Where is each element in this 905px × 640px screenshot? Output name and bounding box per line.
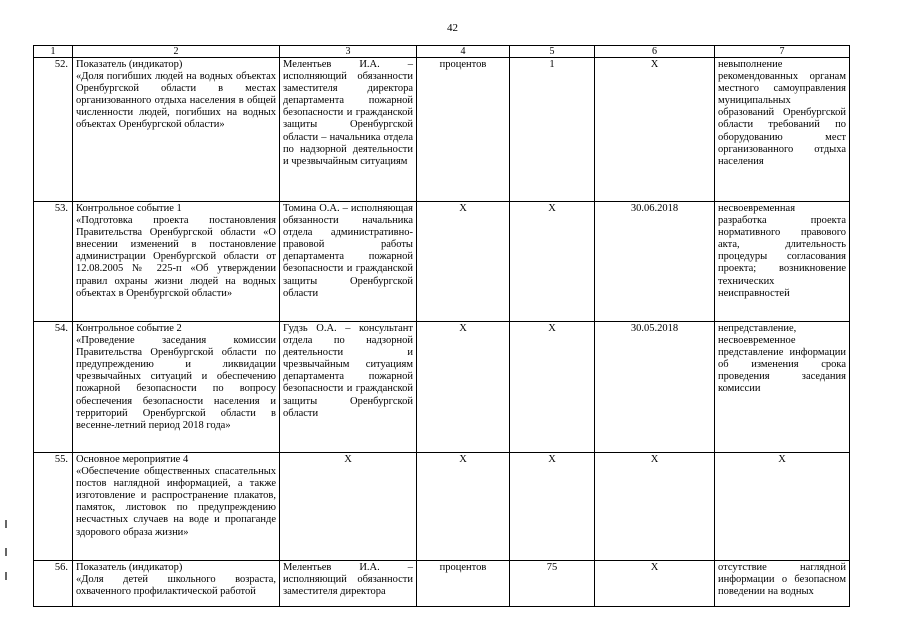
table-row — [34, 58, 850, 202]
header-cell: 1 — [34, 46, 73, 58]
indicators-table — [33, 45, 850, 607]
row-number: 53. — [34, 202, 73, 322]
indicator-cell: Контрольное событие 2 «Проведение заседания комиссии Правительства Оренбургской области по предупреждению и ликвидации чрезвычайных ситуаций и обеспечению пожарной безопасности по вопросу обеспечения безопасности населения и территорий Оренбургской области в весенне-летний период 2018 года» — [73, 322, 280, 453]
date-cell: X — [595, 561, 715, 607]
table-row — [34, 561, 850, 607]
responsible-cell: Мелентьев И.А. – исполняющий обязанности заместителя директора департамента пожарной безопасности и гражданской защиты Оренбургской области – начальника отдела по надзорной деятельности и чрезвычайным ситуациям — [280, 58, 417, 202]
header-cell: 7 — [715, 46, 850, 58]
row-number: 54. — [34, 322, 73, 453]
header-cell: 2 — [73, 46, 280, 58]
risk-cell: непредставление, несвоевременное представление информации об изменения срока проведения заседания комиссии — [715, 322, 850, 453]
table-row — [34, 202, 850, 322]
header-row — [34, 46, 850, 58]
value-cell: 75 — [510, 561, 595, 607]
header-cell: 3 — [280, 46, 417, 58]
responsible-cell: X — [280, 453, 417, 561]
risk-cell: несвоевременная разработка проекта нормативного правового акта, длительность процедуры согласования проекта; возникновение технических неисправностей — [715, 202, 850, 322]
table-row — [34, 322, 850, 453]
date-cell: X — [595, 58, 715, 202]
row-number: 55. — [34, 453, 73, 561]
indicator-cell: Показатель (индикатор) «Доля погибших людей на водных объектах Оренбургской области в местах организованного отдыха населения в общей численности людей, погибших на водных объектах Оренбургской области» — [73, 58, 280, 202]
page-number: 42 — [447, 22, 458, 34]
date-cell: 30.05.2018 — [595, 322, 715, 453]
header-cell: 5 — [510, 46, 595, 58]
value-cell: X — [510, 322, 595, 453]
header-cell: 4 — [417, 46, 510, 58]
responsible-cell: Мелентьев И.А. – исполняющий обязанности заместителя директора — [280, 561, 417, 607]
risk-cell: отсутствие наглядной информации о безопасном поведении на водных — [715, 561, 850, 607]
value-cell: X — [510, 453, 595, 561]
risk-cell: X — [715, 453, 850, 561]
unit-cell: процентов — [417, 561, 510, 607]
unit-cell: X — [417, 453, 510, 561]
unit-cell: X — [417, 322, 510, 453]
date-cell: X — [595, 453, 715, 561]
responsible-cell: Гудзь О.А. – консультант отдела по надзорной деятельности и чрезвычайным ситуациям департамента пожарной безопасности и гражданской защиты Оренбургской области — [280, 322, 417, 453]
margin-mark — [5, 548, 7, 556]
responsible-cell: Томина О.А. – исполняющая обязанности начальника отдела административно-правовой работы департамента пожарной безопасности и гражданской защиты Оренбургской области — [280, 202, 417, 322]
unit-cell: процентов — [417, 58, 510, 202]
header-cell: 6 — [595, 46, 715, 58]
value-cell: 1 — [510, 58, 595, 202]
risk-cell: невыполнение рекомендованных органам местного самоуправления муниципальных образований Оренбургской области требований по оборудованию мест организованного отдыха населения — [715, 58, 850, 202]
date-cell: 30.06.2018 — [595, 202, 715, 322]
table-row — [34, 453, 850, 561]
margin-mark — [5, 520, 7, 528]
row-number: 52. — [34, 58, 73, 202]
indicator-cell: Контрольное событие 1 «Подготовка проекта постановления Правительства Оренбургской области «О внесении изменений в постановление администрации Оренбургской области от 12.08.2005 № 225-п «Об утверждении правил охраны жизни людей на водных объектах в Оренбургской области» — [73, 202, 280, 322]
unit-cell: X — [417, 202, 510, 322]
indicator-cell: Основное мероприятие 4 «Обеспечение общественных спасательных постов наглядной информацией, а также изготовление и распространение плакатов, памяток, листовок по предупреждению несчастных случаев на воде и пропаганде здорового образа жизни» — [73, 453, 280, 561]
value-cell: X — [510, 202, 595, 322]
row-number: 56. — [34, 561, 73, 607]
indicator-cell: Показатель (индикатор) «Доля детей школьного возраста, охваченного профилактической работой — [73, 561, 280, 607]
margin-mark — [5, 572, 7, 580]
